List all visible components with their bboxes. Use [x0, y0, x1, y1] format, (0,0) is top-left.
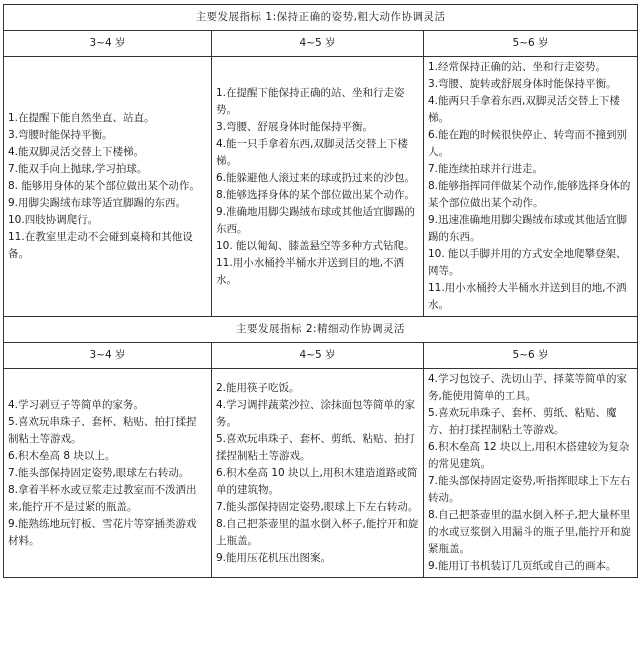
- indicator-item: 10. 能以手脚并用的方式安全地爬攀登架、网等。: [428, 248, 627, 277]
- indicator-cell-4-5: [212, 369, 424, 578]
- age-header-4-5: 4~5 岁: [212, 343, 424, 369]
- indicator-item: 3.弯腰、舒展身体时能保持平衡。: [216, 120, 374, 133]
- indicator-item: 6.积木垒高 10 块以上,用积木建造道路或简单的建筑物。: [216, 466, 418, 496]
- indicator-item: 4.能两只手拿着东西,双脚灵活交替上下楼梯。: [428, 95, 620, 124]
- indicator-item: 8.能够选择身体的某个部位做出某个动作。: [216, 188, 416, 201]
- indicator-item: 1.经常保持正确的站、坐和行走姿势。: [428, 61, 607, 73]
- indicator-item: 7.能连续拍球并行进走。: [428, 163, 544, 175]
- indicator-item: 11.在教室里走动不会碰到桌椅和其他设备。: [8, 231, 193, 260]
- indicator-cell-3-4: [4, 369, 212, 578]
- indicator-item: 9.迅速准确地用脚尖踢绒布球或其他适宜脚踢的东西。: [428, 214, 628, 243]
- age-header-3-4: 3~4 岁: [4, 31, 212, 57]
- indicator-item: 4.学习剥豆子等简单的家务。: [8, 398, 145, 411]
- indicator-item: 6.能在跑的时候很快停止、转弯而不撞到别人。: [428, 129, 628, 158]
- indicator-table-1: [3, 4, 638, 578]
- indicator-cell-5-6: [424, 57, 638, 317]
- indicator-item: 1.在提醒下能自然坐直、站直。: [8, 112, 155, 124]
- age-header-3-4: 3~4 岁: [4, 343, 212, 369]
- indicator-item: 6.能躲避他人滚过来的球或扔过来的沙包。: [216, 171, 416, 184]
- indicator-item: 8.拿着半杯水或豆浆走过教室而不泼洒出来,能拧开不是过紧的瓶盖。: [8, 483, 197, 513]
- indicator-item: 1.在提醒下能保持正确的站、坐和行走姿势。: [216, 86, 405, 116]
- indicator-item: 8.自己把茶壶里的温水倒入杯子,能拧开和旋上瓶盖。: [216, 517, 419, 547]
- indicator-item: 11.用小水桶拎大半桶水并送到目的地,不洒水。: [428, 282, 627, 311]
- indicator-item: 7.能头部保持固定姿势,听指挥眼球上下左右转动。: [428, 475, 631, 504]
- indicator-item: 7.能双手向上抛球,学习拍球。: [8, 163, 148, 175]
- indicator-item: 11.用小水桶拎半桶水并送到目的地,不洒水。: [216, 256, 405, 286]
- age-header-5-6: 5~6 岁: [424, 343, 638, 369]
- indicator-item: 4.能一只手拿着东西,双脚灵活交替上下楼梯。: [216, 137, 408, 167]
- indicator-item: 9.能用压花机压出图案。: [216, 551, 332, 564]
- section-title: 主要发展指标 1:保持正确的姿势,粗大动作协调灵活: [4, 5, 638, 31]
- indicator-item: 7.能头部保持固定姿势,眼球左右转动。: [8, 466, 190, 479]
- indicator-item: 4.能双脚灵活交替上下楼梯。: [8, 146, 145, 158]
- indicator-item: 6.积木垒高 8 块以上。: [8, 449, 116, 462]
- indicator-item: 2.能用筷子吃饭。: [216, 381, 300, 394]
- indicator-item: 6.积木垒高 12 块以上,用积木搭建较为复杂的常见建筑。: [428, 441, 630, 470]
- indicator-item: 9.能用订书机装订几页纸或自己的画本。: [428, 560, 617, 572]
- indicator-item: 4.学习调拌蔬菜沙拉、涂抹面包等简单的家务。: [216, 398, 416, 428]
- indicator-item: 3.弯腰、旋转或舒展身体时能保持平衡。: [428, 78, 617, 90]
- indicator-cell-3-4: [4, 57, 212, 317]
- indicator-item: 10.四肢协调爬行。: [8, 214, 99, 226]
- indicator-item: 7.能头部保持固定姿势,眼球上下左右转动。: [216, 500, 419, 513]
- indicator-item: 10. 能以匍匐、膝盖悬空等多种方式钻爬。: [216, 239, 415, 252]
- indicator-item: 5.喜欢玩串珠子、套杯、粘贴、拍打揉捏制粘土等游戏。: [8, 415, 197, 445]
- indicator-item: 9.能熟练地玩钉板、雪花片等穿插类游戏材料。: [8, 517, 197, 547]
- indicator-cell-5-6: [424, 369, 638, 578]
- indicator-item: 8. 能够用身体的某个部位做出某个动作。: [8, 180, 200, 192]
- section-title: 主要发展指标 2:精细动作协调灵活: [4, 317, 638, 343]
- age-header-4-5: 4~5 岁: [212, 31, 424, 57]
- indicator-item: 9.准确地用脚尖踢绒布球或其他适宜脚踢的东西。: [216, 205, 416, 235]
- indicator-item: 5.喜欢玩串珠子、套杯、剪纸、粘贴、拍打揉捏制粘土等游戏。: [216, 432, 416, 462]
- indicator-cell-4-5: [212, 57, 424, 317]
- indicator-item: 8.能够指挥同伴做某个动作,能够选择身体的某个部位做出某个动作。: [428, 180, 631, 209]
- indicator-item: 5.喜欢玩串珠子、套杯、剪纸、粘贴、魔方、拍打揉捏制粘土等游戏。: [428, 407, 617, 436]
- indicator-item: 9.用脚尖踢绒布球等适宜脚踢的东西。: [8, 197, 187, 209]
- indicator-item: 8.自己把茶壶里的温水倒入杯子,把大量杯里的水或豆浆倒入用漏斗的瓶子里,能拧开和旋紧瓶盖。: [428, 509, 631, 555]
- indicator-item: 3.弯腰时能保持平衡。: [8, 129, 113, 141]
- indicator-item: 4.学习包饺子、洗切山芋、择菜等简单的家务,能使用简单的工具。: [428, 373, 628, 402]
- age-header-5-6: 5~6 岁: [424, 31, 638, 57]
